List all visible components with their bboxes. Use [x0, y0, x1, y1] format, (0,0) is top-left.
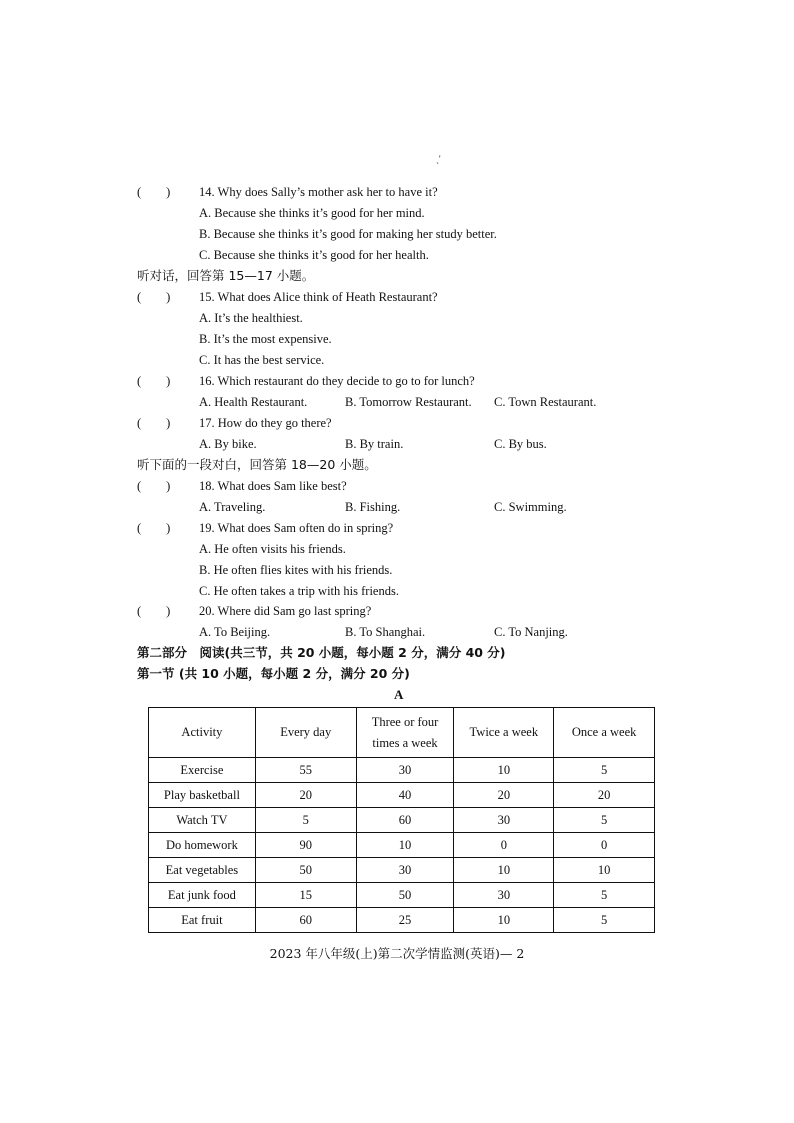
option-a: A. Because she thinks it’s good for her mind.: [199, 206, 425, 220]
option-a: A. He often visits his friends.: [199, 542, 346, 556]
question-stem: 14. Why does Sally’s mother ask her to have it?: [199, 185, 438, 199]
activity-cell: Eat fruit: [149, 908, 256, 933]
question-19: [137, 520, 393, 536]
value-cell: 50: [255, 858, 356, 883]
option-c: C. Because she thinks it’s good for her health.: [199, 248, 429, 262]
value-cell: 10: [356, 833, 454, 858]
survey-table: [148, 707, 655, 933]
passage-label: A: [394, 687, 404, 702]
scan-mark: ˎ': [436, 154, 441, 164]
question-stem: 18. What does Sam like best?: [199, 479, 347, 493]
value-cell: 15: [255, 883, 356, 908]
column-header: Every day: [255, 708, 356, 758]
value-cell: 5: [255, 808, 356, 833]
value-cell: 10: [454, 908, 554, 933]
question-15: [137, 289, 438, 305]
value-cell: 50: [356, 883, 454, 908]
value-cell: 30: [454, 808, 554, 833]
option-c: C. By bus.: [494, 437, 547, 451]
value-cell: 60: [255, 908, 356, 933]
answer-blank[interactable]: ( ): [137, 604, 171, 618]
question-stem: 17. How do they go there?: [199, 416, 332, 430]
value-cell: 30: [454, 883, 554, 908]
option-c: C. It has the best service.: [199, 353, 325, 367]
option-b: B. He often flies kites with his friends.: [199, 563, 393, 577]
option-a: A. Traveling.: [199, 500, 266, 514]
question-stem: 16. Which restaurant do they decide to go to for lunch?: [199, 374, 475, 388]
option-b: B. To Shanghai.: [345, 625, 426, 639]
activity-cell: Do homework: [149, 833, 256, 858]
column-header: Twice a week: [454, 708, 554, 758]
option-b: B. By train.: [345, 437, 404, 451]
instruction-18-20: 听下面的一段对白，回答第 18—20 小题。: [137, 457, 377, 472]
answer-blank[interactable]: ( ): [137, 290, 171, 304]
value-cell: 55: [255, 758, 356, 783]
question-17: [137, 415, 332, 431]
activity-cell: Exercise: [149, 758, 256, 783]
answer-blank[interactable]: ( ): [137, 185, 171, 199]
table-row: [149, 808, 655, 833]
option-c: C. Swimming.: [494, 500, 567, 514]
option-b: B. Fishing.: [345, 500, 401, 514]
activity-cell: Watch TV: [149, 808, 256, 833]
table-header-row: [149, 708, 655, 758]
value-cell: 10: [454, 758, 554, 783]
value-cell: 20: [454, 783, 554, 808]
answer-blank[interactable]: ( ): [137, 374, 171, 388]
value-cell: 60: [356, 808, 454, 833]
table-row: [149, 908, 655, 933]
column-header: Three or four times a week: [356, 708, 454, 758]
table-row: [149, 833, 655, 858]
option-a: A. Health Restaurant.: [199, 395, 308, 409]
value-cell: 5: [554, 758, 655, 783]
instruction-15-17: 听对话，回答第 15—17 小题。: [137, 268, 315, 283]
value-cell: 0: [454, 833, 554, 858]
option-a: A. By bike.: [199, 437, 257, 451]
option-b: B. Because she thinks it’s good for making her study better.: [199, 227, 497, 241]
option-b: B. It’s the most expensive.: [199, 332, 332, 346]
column-header: Once a week: [554, 708, 655, 758]
option-a: A. To Beijing.: [199, 625, 271, 639]
activity-cell: Eat junk food: [149, 883, 256, 908]
activity-cell: Play basketball: [149, 783, 256, 808]
section-one-title: 第一节 (共 10 小题，每小题 2 分，满分 20 分): [137, 666, 410, 681]
value-cell: 20: [255, 783, 356, 808]
table-row: [149, 758, 655, 783]
option-c: C. Town Restaurant.: [494, 395, 597, 409]
option-b: B. Tomorrow Restaurant.: [345, 395, 472, 409]
value-cell: 30: [356, 758, 454, 783]
option-c: C. He often takes a trip with his friends.: [199, 584, 399, 598]
answer-blank[interactable]: ( ): [137, 416, 171, 430]
value-cell: 90: [255, 833, 356, 858]
option-c: C. To Nanjing.: [494, 625, 568, 639]
table-row: [149, 858, 655, 883]
question-stem: 15. What does Alice think of Heath Restaurant?: [199, 290, 438, 304]
question-stem: 19. What does Sam often do in spring?: [199, 521, 394, 535]
option-a: A. It’s the healthiest.: [199, 311, 303, 325]
value-cell: 20: [554, 783, 655, 808]
part-two-title: 第二部分 阅读(共三节，共 20 小题，每小题 2 分，满分 40 分): [137, 645, 506, 660]
question-16: [137, 373, 475, 389]
question-20: [137, 603, 371, 619]
column-header: Activity: [149, 708, 256, 758]
question-14: [137, 184, 438, 200]
answer-blank[interactable]: ( ): [137, 479, 171, 493]
value-cell: 5: [554, 883, 655, 908]
value-cell: 40: [356, 783, 454, 808]
value-cell: 5: [554, 908, 655, 933]
table-row: [149, 783, 655, 808]
question-18: [137, 478, 347, 494]
value-cell: 30: [356, 858, 454, 883]
answer-blank[interactable]: ( ): [137, 521, 171, 535]
page-footer: 2023 年八年级(上)第二次学情监测(英语)— 2: [269, 946, 525, 961]
value-cell: 10: [454, 858, 554, 883]
value-cell: 5: [554, 808, 655, 833]
activity-cell: Eat vegetables: [149, 858, 256, 883]
value-cell: 10: [554, 858, 655, 883]
question-stem: 20. Where did Sam go last spring?: [199, 604, 372, 618]
value-cell: 0: [554, 833, 655, 858]
value-cell: 25: [356, 908, 454, 933]
table-row: [149, 883, 655, 908]
